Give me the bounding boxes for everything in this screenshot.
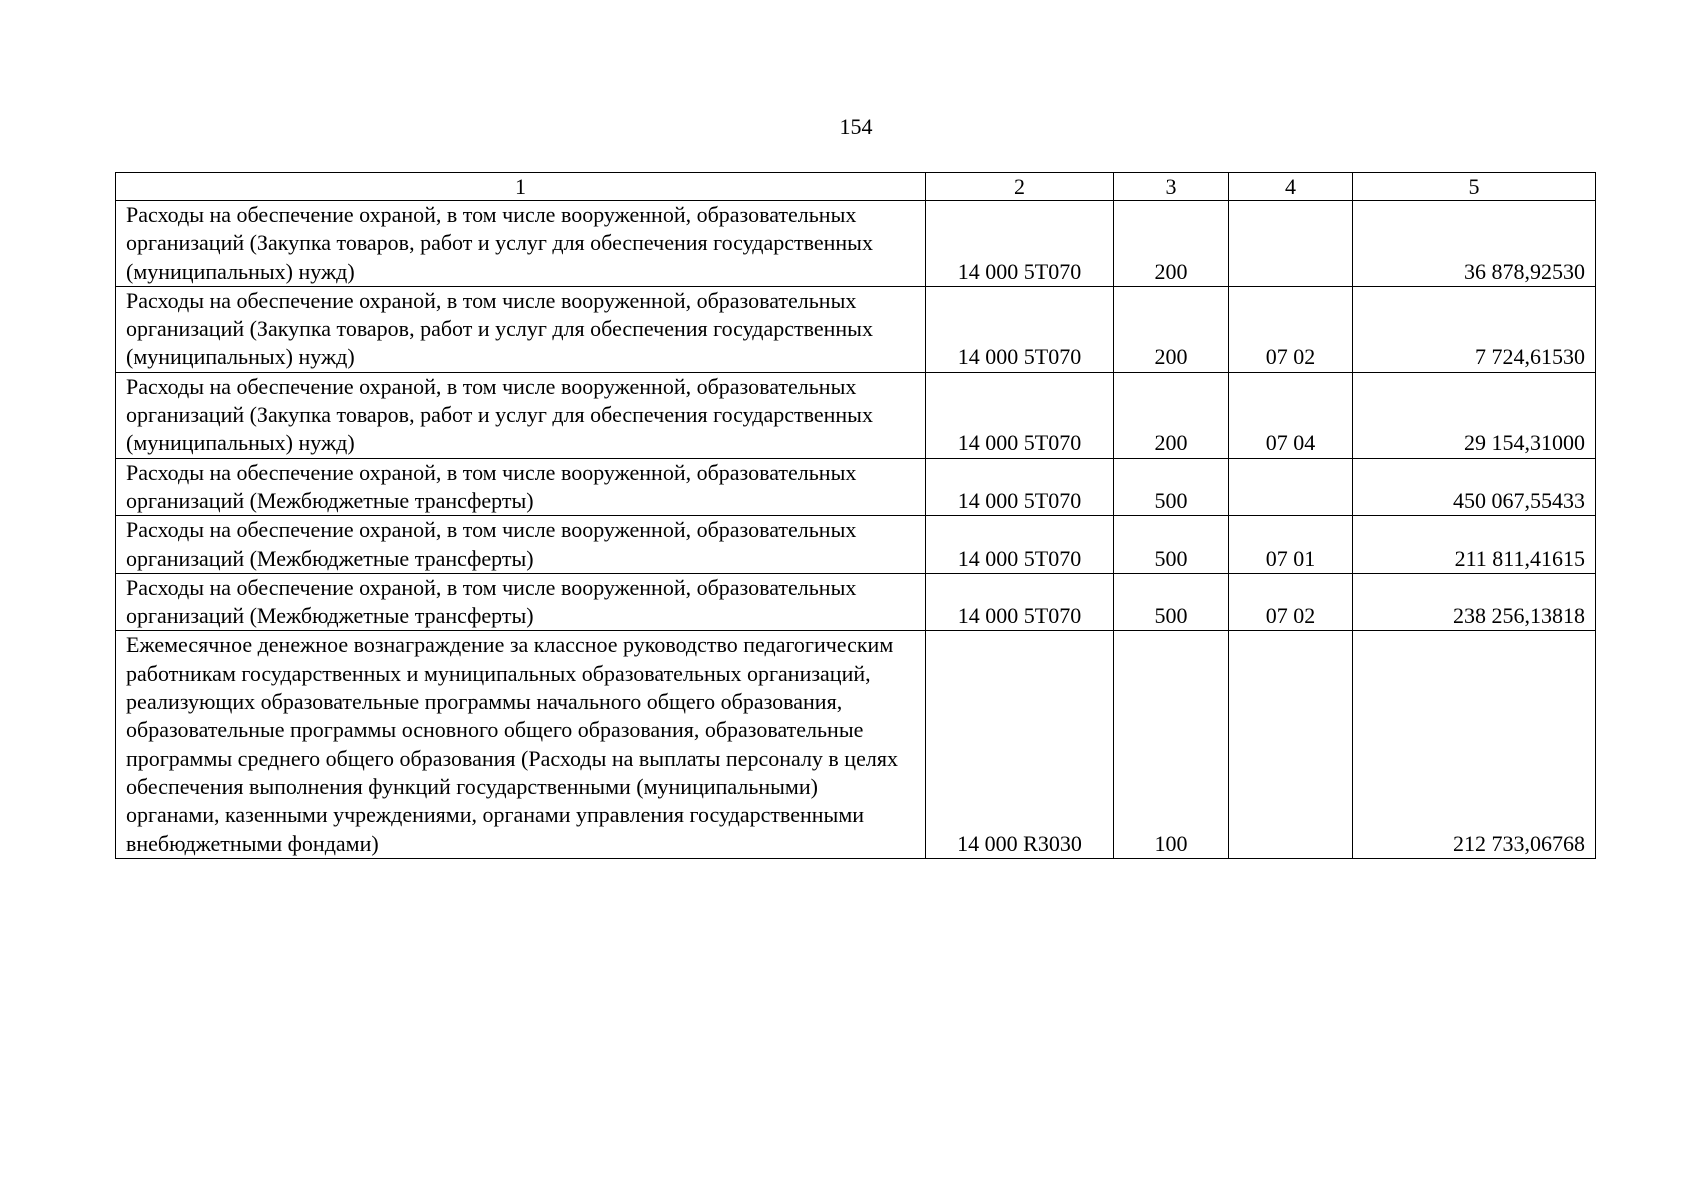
budget-table bbox=[115, 172, 1596, 859]
row-description: Расходы на обеспечение охраной, в том числе вооруженной, образовательных организаций (Межбюджетные трансферты) bbox=[116, 573, 926, 631]
table-row bbox=[116, 516, 1596, 574]
row-amount: 450 067,55433 bbox=[1353, 458, 1596, 516]
row-amount: 29 154,31000 bbox=[1353, 372, 1596, 458]
row-expense-type: 200 bbox=[1114, 372, 1229, 458]
row-section bbox=[1229, 201, 1353, 287]
row-section: 07 02 bbox=[1229, 286, 1353, 372]
table-row bbox=[116, 631, 1596, 858]
row-expense-type: 500 bbox=[1114, 516, 1229, 574]
table-row bbox=[116, 573, 1596, 631]
row-description: Ежемесячное денежное вознаграждение за классное руководство педагогическим работникам государственных и муниципальных образовательных организаций, реализующих образовательные программы начального общего образования, образовательные программы основного общего образования, образовательные программы среднего общего образования (Расходы на выплаты персоналу в целях обеспечения выполнения функций государственными (муниципальными) органами, казенными учреждениями, органами управления государственными внебюджетными фондами) bbox=[116, 631, 926, 858]
column-header-3: 3 bbox=[1114, 173, 1229, 201]
table-row bbox=[116, 286, 1596, 372]
row-description: Расходы на обеспечение охраной, в том числе вооруженной, образовательных организаций (Закупка товаров, работ и услуг для обеспечения государственных (муниципальных) нужд) bbox=[116, 372, 926, 458]
column-header-5: 5 bbox=[1353, 173, 1596, 201]
row-expense-type: 100 bbox=[1114, 631, 1229, 858]
row-description: Расходы на обеспечение охраной, в том числе вооруженной, образовательных организаций (Закупка товаров, работ и услуг для обеспечения государственных (муниципальных) нужд) bbox=[116, 201, 926, 287]
row-target-code: 14 000 5Т070 bbox=[926, 573, 1114, 631]
row-description: Расходы на обеспечение охраной, в том числе вооруженной, образовательных организаций (Закупка товаров, работ и услуг для обеспечения государственных (муниципальных) нужд) bbox=[116, 286, 926, 372]
row-section bbox=[1229, 458, 1353, 516]
row-expense-type: 500 bbox=[1114, 573, 1229, 631]
column-header-2: 2 bbox=[926, 173, 1114, 201]
row-target-code: 14 000 5Т070 bbox=[926, 372, 1114, 458]
row-target-code: 14 000 5Т070 bbox=[926, 201, 1114, 287]
table-header-row bbox=[116, 173, 1596, 201]
row-amount: 238 256,13818 bbox=[1353, 573, 1596, 631]
row-expense-type: 200 bbox=[1114, 201, 1229, 287]
row-target-code: 14 000 5Т070 bbox=[926, 516, 1114, 574]
row-section: 07 04 bbox=[1229, 372, 1353, 458]
row-target-code: 14 000 R3030 bbox=[926, 631, 1114, 858]
row-expense-type: 500 bbox=[1114, 458, 1229, 516]
row-description: Расходы на обеспечение охраной, в том числе вооруженной, образовательных организаций (Межбюджетные трансферты) bbox=[116, 516, 926, 574]
row-amount: 211 811,41615 bbox=[1353, 516, 1596, 574]
row-expense-type: 200 bbox=[1114, 286, 1229, 372]
page-number: 154 bbox=[839, 114, 873, 139]
row-section: 07 01 bbox=[1229, 516, 1353, 574]
row-target-code: 14 000 5Т070 bbox=[926, 286, 1114, 372]
row-amount: 36 878,92530 bbox=[1353, 201, 1596, 287]
table-row bbox=[116, 372, 1596, 458]
row-section bbox=[1229, 631, 1353, 858]
row-section: 07 02 bbox=[1229, 573, 1353, 631]
row-amount: 212 733,06768 bbox=[1353, 631, 1596, 858]
column-header-4: 4 bbox=[1229, 173, 1353, 201]
row-amount: 7 724,61530 bbox=[1353, 286, 1596, 372]
row-target-code: 14 000 5Т070 bbox=[926, 458, 1114, 516]
table-row bbox=[116, 201, 1596, 287]
row-description: Расходы на обеспечение охраной, в том числе вооруженной, образовательных организаций (Межбюджетные трансферты) bbox=[116, 458, 926, 516]
column-header-1: 1 bbox=[116, 173, 926, 201]
table-row bbox=[116, 458, 1596, 516]
